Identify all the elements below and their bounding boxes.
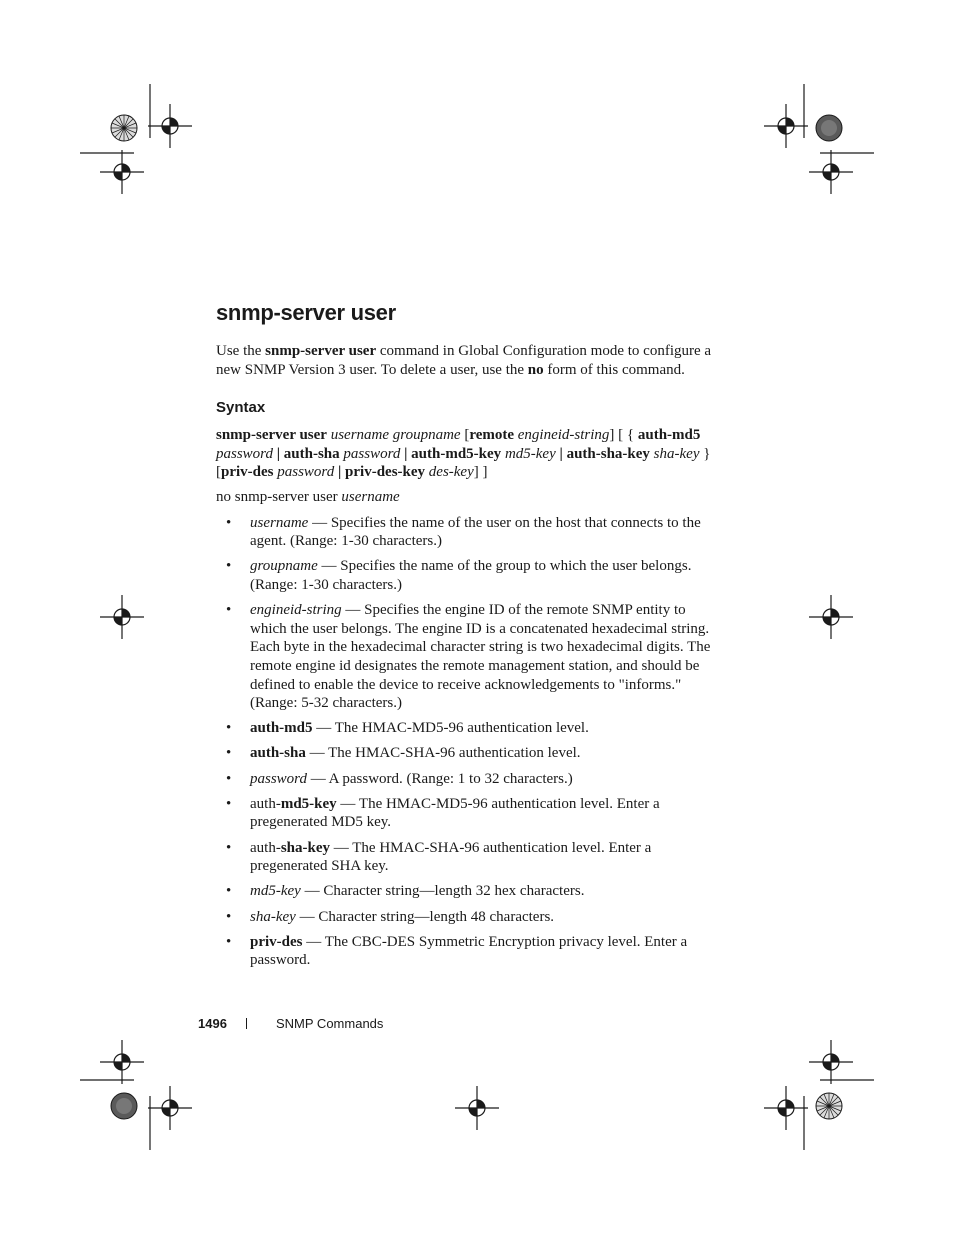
bullet-icon: • — [226, 883, 232, 900]
list-item — [216, 601, 716, 713]
bullet-icon: • — [226, 514, 232, 531]
param-desc: — The HMAC-SHA-96 authentication level. Enter a pregenerated SHA key. — [250, 839, 652, 875]
list-item — [216, 514, 716, 551]
bullet-icon: • — [226, 745, 232, 762]
param-term: md5-key — [280, 795, 337, 812]
intro-paragraph — [216, 342, 716, 379]
page-content — [216, 298, 716, 977]
param-term: priv-des — [250, 933, 303, 950]
list-item — [216, 933, 716, 970]
page-title: snmp-server user — [216, 300, 396, 325]
syntax-punct: | — [400, 445, 412, 462]
param-term: sha-key — [250, 908, 296, 925]
bullet-icon: • — [226, 602, 232, 619]
syntax-punct: [ — [460, 427, 470, 444]
syntax-keyword: remote — [469, 427, 515, 444]
intro-text: form of this command. — [543, 361, 685, 378]
list-item — [216, 744, 716, 763]
bullet-icon: • — [226, 795, 232, 812]
no-form-command: no snmp-server user — [216, 488, 338, 505]
syntax-arg: md5-key — [501, 445, 556, 462]
intro-text: command in Global Configuration mode to configure a new SNMP Version 3 user. To delete a user, use the — [216, 343, 712, 378]
list-item — [216, 908, 716, 927]
syntax-keyword: auth-md5-key — [411, 445, 502, 462]
list-item — [216, 557, 716, 594]
param-term: auth-sha — [250, 745, 306, 762]
param-desc: — The HMAC-MD5-96 authentication level. Enter a pregenerated MD5 key. — [250, 795, 660, 831]
syntax-keyword: auth-sha — [283, 445, 340, 462]
bullet-icon: • — [226, 908, 232, 925]
param-term: username — [250, 514, 309, 531]
param-prefix: auth- — [250, 795, 281, 812]
syntax-keyword: priv-des-key — [345, 464, 426, 481]
syntax-heading: Syntax — [216, 399, 266, 417]
param-term: md5-key — [250, 883, 301, 900]
param-desc: — Specifies the name of the group to which the user belongs. (Range: 1-30 characters.) — [250, 558, 692, 593]
list-item — [216, 839, 716, 876]
intro-no-keyword: no — [527, 361, 544, 378]
param-term: password — [250, 770, 307, 787]
param-desc: — The HMAC-SHA-96 authentication level. — [305, 745, 581, 762]
syntax-punct: | — [334, 464, 346, 481]
list-item — [216, 795, 716, 832]
section-name: SNMP Commands — [276, 1016, 384, 1031]
bullet-icon: • — [226, 933, 232, 950]
syntax-arg: engineid-string — [514, 427, 610, 444]
syntax-keyword: auth-md5 — [637, 427, 701, 444]
syntax-line — [216, 426, 716, 482]
page-number: 1496 — [198, 1016, 227, 1031]
no-form-arg: username — [337, 488, 400, 505]
list-item — [216, 770, 716, 789]
bullet-icon: • — [226, 558, 232, 575]
intro-command: snmp-server user — [265, 343, 377, 359]
syntax-arg: username groupname — [326, 427, 461, 444]
syntax-punct: } [ — [216, 445, 711, 481]
syntax-punct: | — [555, 445, 567, 462]
param-desc: — The CBC-DES Symmetric Encryption privacy level. Enter a password. — [250, 933, 688, 969]
syntax-arg: des-key — [425, 464, 474, 481]
no-form-syntax — [216, 488, 716, 507]
param-term: sha-key — [280, 839, 331, 856]
list-item — [216, 882, 716, 901]
param-desc: — Character string—length 48 characters. — [295, 908, 555, 925]
footer-separator — [246, 1018, 247, 1029]
syntax-punct: | — [272, 445, 284, 462]
bullet-icon: • — [226, 839, 232, 856]
syntax-arg: password — [273, 464, 335, 481]
param-term: engineid-string — [250, 602, 342, 619]
syntax-arg: password — [339, 445, 401, 462]
syntax-arg: password — [216, 445, 273, 462]
syntax-keyword: auth-sha-key — [566, 445, 650, 462]
param-desc: — A password. (Range: 1 to 32 characters.) — [306, 770, 573, 787]
param-desc: — Specifies the name of the user on the host that connects to the agent. (Range: 1-30 characters.) — [250, 514, 701, 550]
parameter-list — [216, 514, 716, 970]
param-desc: — Character string—length 32 hex characters. — [300, 883, 585, 900]
page-footer — [198, 1015, 383, 1033]
param-term: auth-md5 — [250, 720, 313, 737]
param-prefix: auth- — [250, 839, 281, 856]
bullet-icon: • — [226, 770, 232, 787]
list-item — [216, 719, 716, 738]
bullet-icon: • — [226, 720, 232, 737]
param-desc: — Specifies the engine ID of the remote SNMP entity to which the user belongs. The engine ID is a concatenated hexadecimal string. Each byte in the hexadecimal character string is two hexadecimal digits. The remote engine id designates the remote management station, and should be defined to enable the device to receive acknowledgements to "informs." (Range: 5-32 characters.) — [250, 602, 711, 712]
param-term: groupname — [250, 558, 318, 575]
syntax-arg: sha-key — [649, 445, 700, 462]
syntax-keyword: snmp-server user — [216, 427, 327, 444]
param-desc: — The HMAC-MD5-96 authentication level. — [312, 720, 589, 737]
syntax-keyword: priv-des — [221, 464, 274, 481]
syntax-punct: ] [ { — [609, 427, 638, 444]
syntax-punct: ] ] — [473, 464, 488, 481]
intro-text: Use the — [216, 343, 266, 359]
